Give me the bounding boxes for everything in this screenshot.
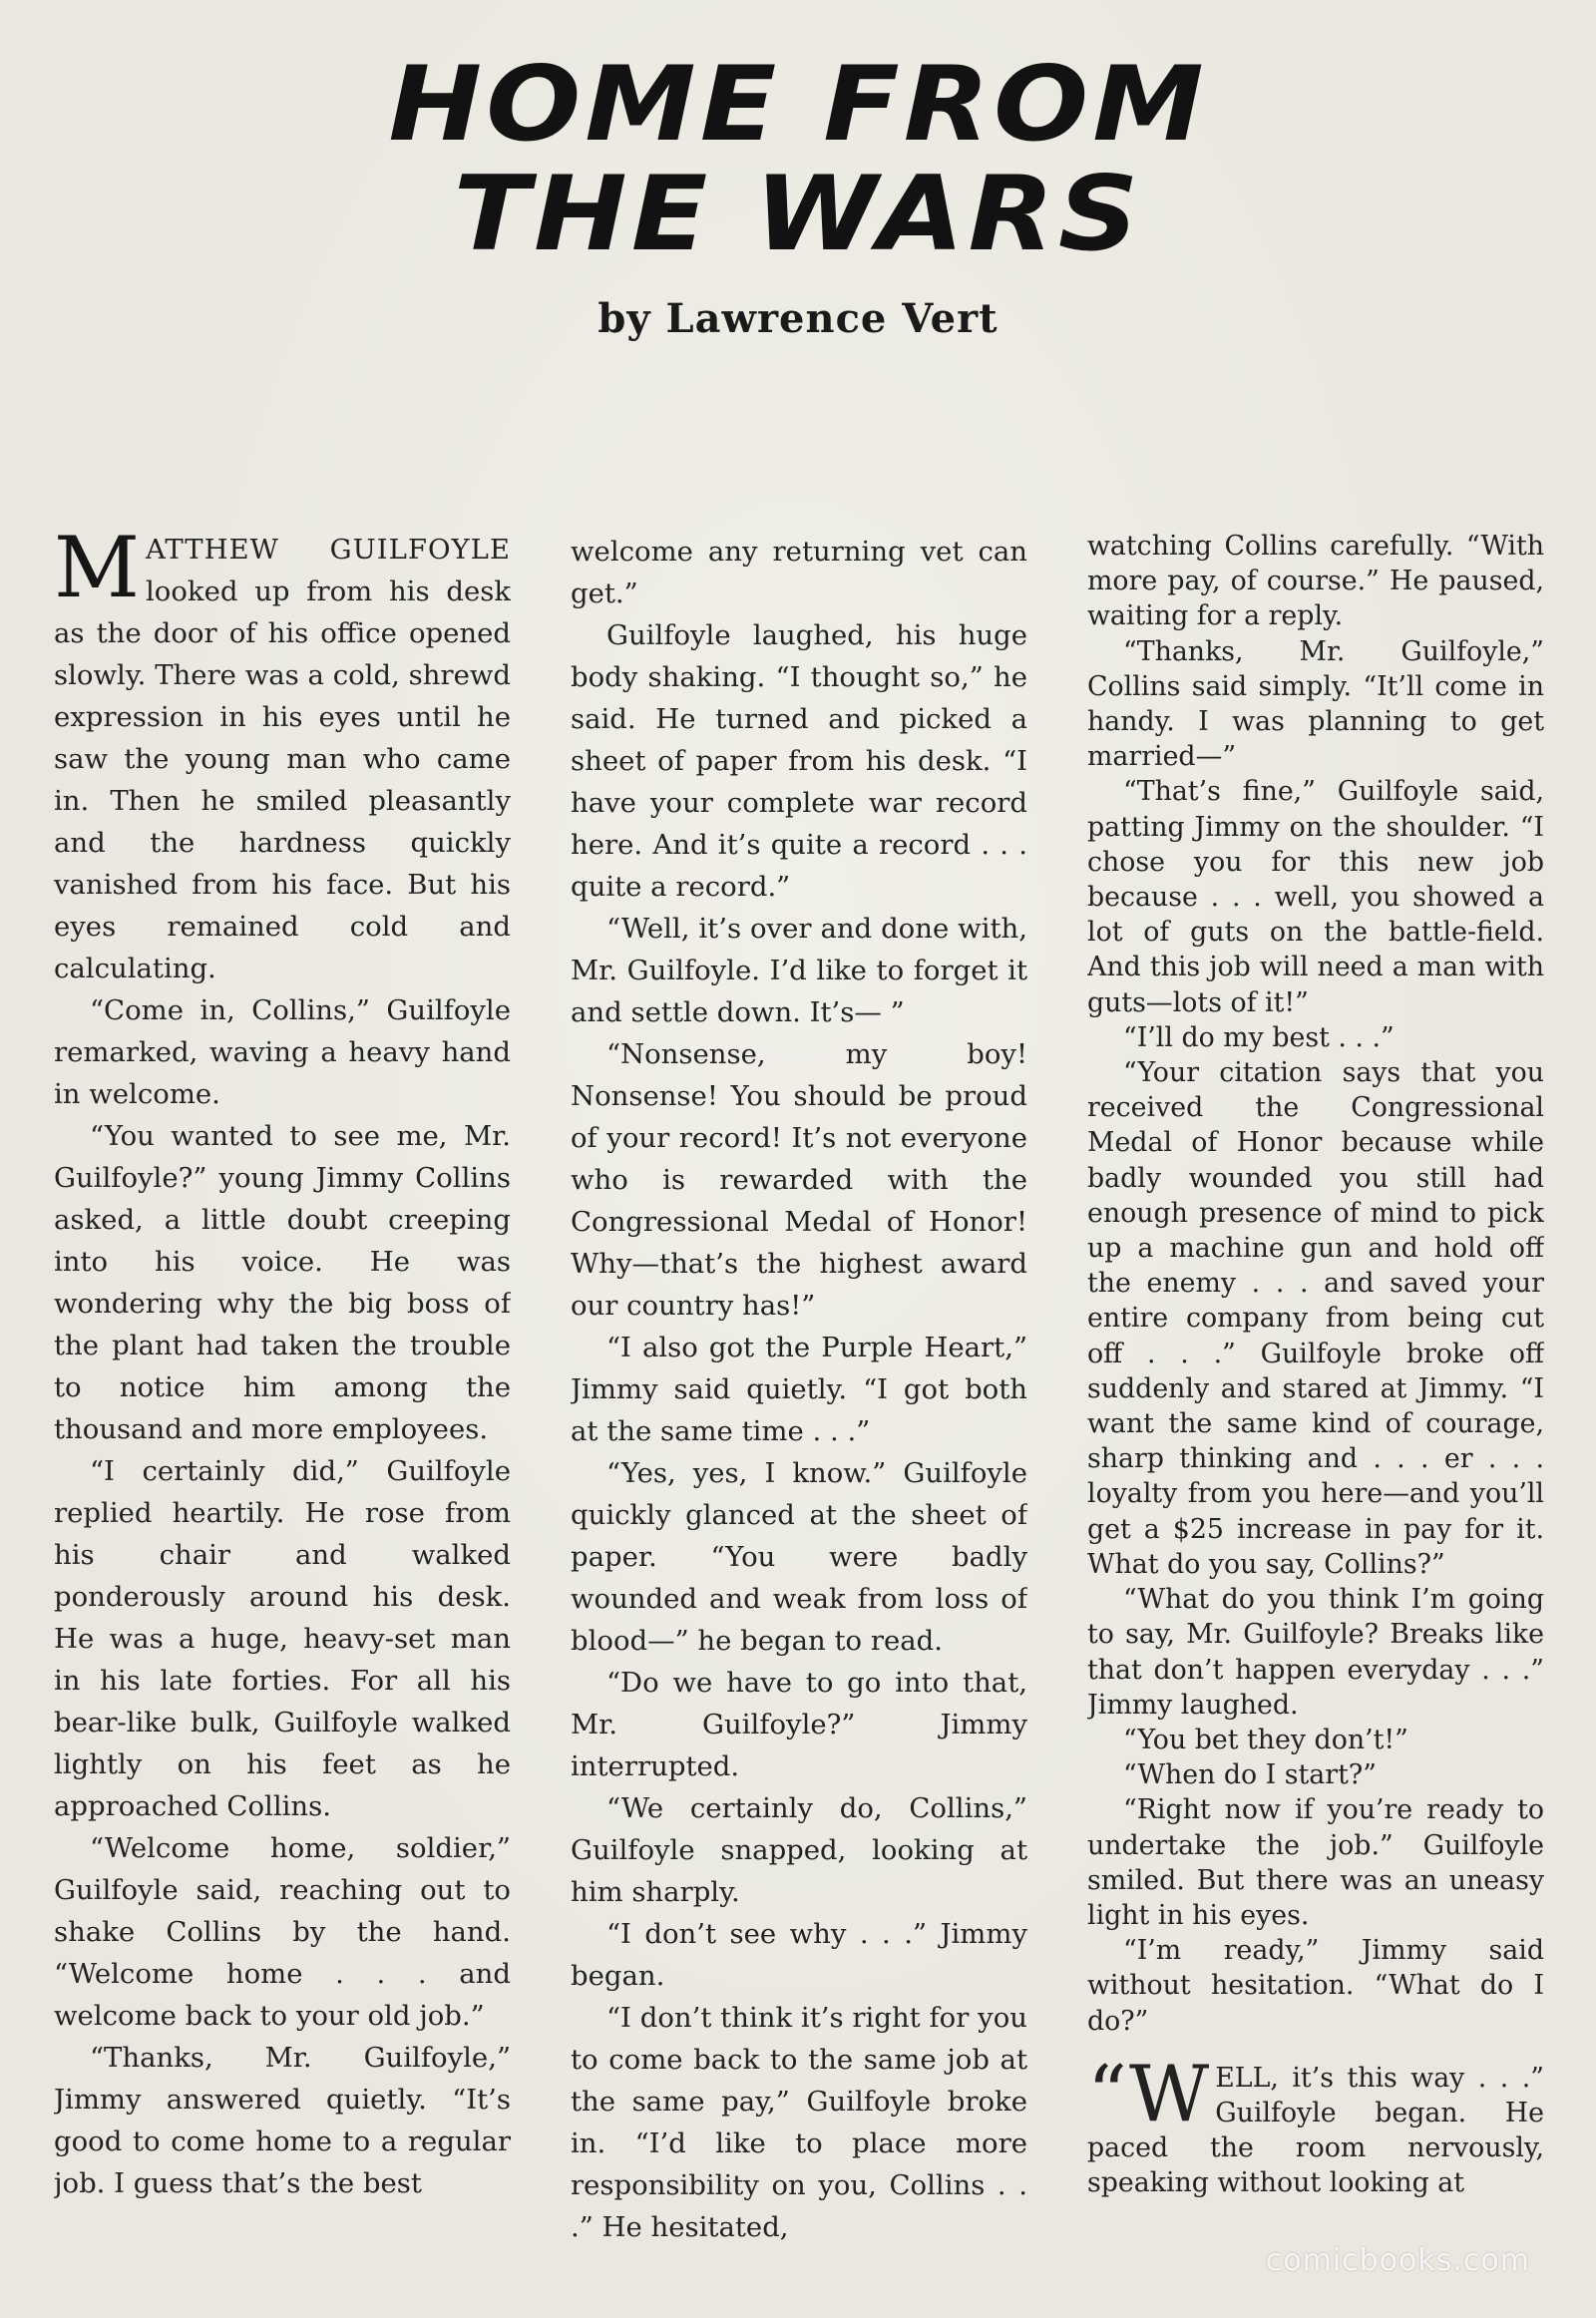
section-opening-paragraph (1087, 2049, 1544, 2201)
paragraph: “We certainly do, Collins,” Guilfoyle snapped, looking at him sharply. (571, 1792, 1027, 1908)
paragraph: “Well, it’s over and done with, Mr. Guilfoyle. I’d like to forget it and settle down. It’s— ” (571, 913, 1027, 1028)
opening-lead-words: ATTHEW GUILFOYLE (146, 534, 511, 566)
paragraph: “I also got the Purple Heart,” Jimmy said quietly. “I got both at the same time . . .” (571, 1332, 1027, 1447)
opening-paragraph (54, 529, 511, 989)
paragraph: “Thanks, Mr. Guilfoyle,” Collins said simply. “It’ll come in handy. I was planning to get married—” (1087, 635, 1544, 773)
text-column-2 (571, 531, 1027, 2266)
paragraph: “Do we have to go into that, Mr. Guilfoyle?” Jimmy interrupted. (571, 1667, 1027, 1782)
paragraph: “Your citation says that you received the Congressional Medal of Honor because while badly wounded you still had enough presence of mind to pick up a machine gun and hold off the enemy . . . and saved your entire company from being cut off . . .” Guilfoyle broke off suddenly and stared at Jimmy. “I want the same kind of courage, sharp thinking and . . . er . . . loyalty from you here—and you’ll get a $25 increase in pay for it. What do you say, Collins?” (1087, 1057, 1544, 1580)
title-line-2: THE WARS (453, 155, 1143, 274)
paragraph: “Right now if you’re ready to undertake the job.” Guilfoyle smiled. But there was an uneasy light in his eyes. (1087, 1794, 1544, 1931)
author-byline: by Lawrence Vert (598, 295, 998, 342)
site-watermark: comicbooks.com (1265, 2243, 1530, 2278)
paragraph: “That’s fine,” Guilfoyle said, patting Jimmy on the shoulder. “I chose you for this new job because . . . well, you showed a lot of guts on the battle-field. And this job will need a man with guts—lots of it!” (1087, 776, 1544, 1018)
paragraph: “I don’t think it’s right for you to come back to the same job at the same pay,” Guilfoyle broke in. “I’d like to place more responsibility on you, Collins . . .” He hesitated, (571, 2002, 1027, 2243)
paragraph-continued: welcome any returning vet can get.” (571, 536, 1027, 609)
paragraph: “I’ll do my best . . .” (1123, 1021, 1395, 1053)
drop-cap-letter: W (1129, 2049, 1210, 2139)
paragraph-continued: watching Collins carefully. “With more pay, of course.” He paused, waiting for a reply. (1087, 531, 1544, 632)
paragraph: “What do you think I’m going to say, Mr. Guilfoyle? Breaks like that don’t happen everyday . . .” Jimmy laughed. (1087, 1584, 1544, 1721)
paragraph: “Come in, Collins,” Guilfoyle remarked, waving a heavy hand in welcome. (54, 994, 511, 1110)
text-column-1 (54, 529, 511, 2264)
paragraph-text: looked up from his desk as the door of his office opened slowly. There was a cold, shrewd expression in his eyes until he saw the young man who came in. Then he smiled pleasantly and the hardness quickly vanished from his face. But his eyes remained cold and calculating. (54, 576, 511, 984)
drop-cap: M (54, 529, 141, 616)
drop-cap-quote: “ (1087, 2049, 1130, 2139)
drop-cap-2 (1087, 2049, 1210, 2139)
story-title (0, 45, 1596, 274)
paragraph-text: ELL, it’s this way . . .” Guilfoyle began. He paced the room nervously, speaking without looking at (1087, 2062, 1544, 2199)
paragraph: “You bet they don’t!” (1123, 1724, 1408, 1755)
paragraph: “I certainly did,” Guilfoyle replied heartily. He rose from his chair and walked ponderously around his desk. He was a huge, heavy-set man in his late forties. For all his bear-like bulk, Guilfoyle walked lightly on his feet as he approached Collins. (54, 1455, 511, 1822)
paragraph: “Yes, yes, I know.” Guilfoyle quickly glanced at the sheet of paper. “You were badly wounded and weak from loss of blood—” he began to read. (571, 1457, 1027, 1657)
paragraph: “Nonsense, my boy! Nonsense! You should be proud of your record! It’s not everyone who is rewarded with the Congressional Medal of Honor! Why—that’s the highest award our country has!” (571, 1038, 1027, 1322)
paragraph: “Thanks, Mr. Guilfoyle,” Jimmy answered quietly. “It’s good to come home to a regular job. I guess that’s the best (54, 2042, 511, 2199)
paragraph: Guilfoyle laughed, his huge body shaking. “I thought so,” he said. He turned and picked a sheet of paper from his desk. “I have your complete war record here. And it’s quite a record . . . quite a record.” (571, 619, 1027, 903)
paragraph: “You wanted to see me, Mr. Guilfoyle?” young Jimmy Collins asked, a little doubt creeping into his voice. He was wondering why the big boss of the plant had taken the trouble to notice him among the thousand and more employees. (54, 1120, 511, 1445)
title-line-1: HOME FROM (388, 45, 1208, 165)
paragraph: “When do I start?” (1123, 1759, 1377, 1791)
paragraph: “Welcome home, soldier,” Guilfoyle said, reaching out to shake Collins by the hand. “Welcome home . . . and welcome back to your old job.” (54, 1832, 511, 2032)
text-column-3 (1087, 529, 1544, 2264)
paragraph: “I’m ready,” Jimmy said without hesitation. “What do I do?” (1087, 1935, 1544, 2037)
paragraph: “I don’t see why . . .” Jimmy began. (571, 1918, 1027, 1992)
